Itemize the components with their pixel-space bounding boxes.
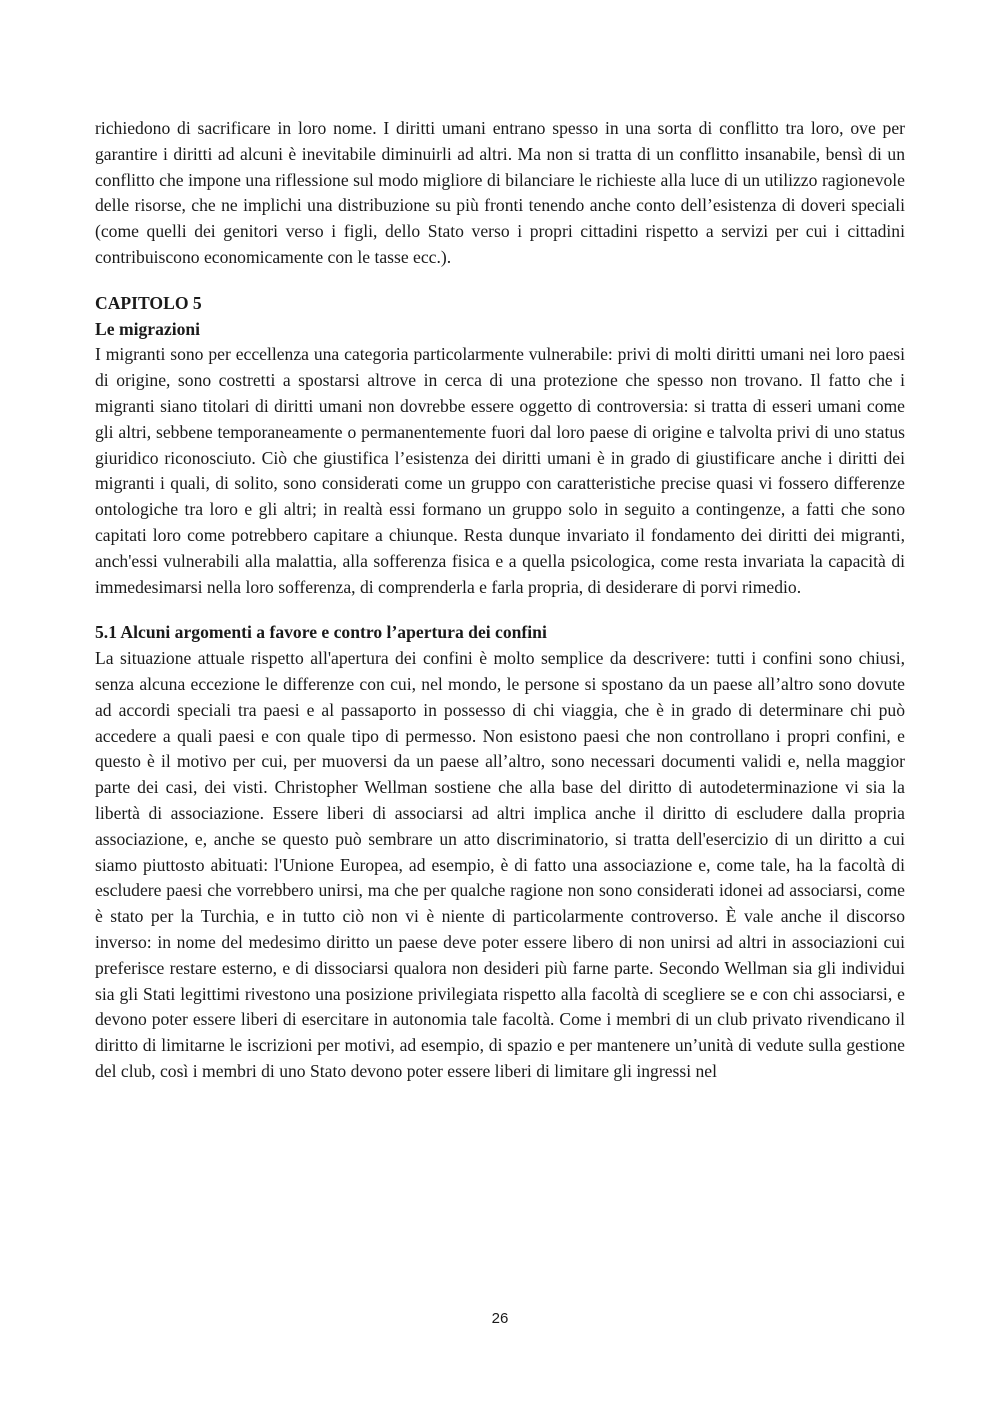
chapter-label: CAPITOLO 5: [95, 292, 202, 313]
continuation-paragraph: richiedono di sacrificare in loro nome. I diritti umani entrano spesso in una sorta di conflitto tra loro, ove per garantire i diritti ad alcuni è inevitabile diminuirli ad altri. Ma non si tratta di un conflitto insanabile, bensì di un conflitto che impone una riflessione sul modo migliore di bilanciare le richieste alla luce di un utilizzo ragionevole delle risorse, che ne implichi una distribuzione su più fronti tenendo anche conto dell’esistenza di doveri speciali (come quelli dei genitori verso i figli, dello Stato verso i propri cittadini rispetto a servizi per cui i cittadini contribuiscono economicamente con le tasse ecc.).: [95, 118, 905, 267]
section-title: 5.1 Alcuni argomenti a favore e contro l’apertura dei confini: [95, 622, 547, 643]
chapter-title: Le migrazioni: [95, 318, 201, 339]
spacer: [95, 271, 905, 291]
spacer: [95, 600, 905, 620]
page-number: 26: [491, 1310, 509, 1327]
page-body: [95, 116, 905, 1085]
chapter-paragraph: I migranti sono per eccellenza una categoria particolarmente vulnerabile: privi di molti diritti umani nei loro paesi di origine, sono costretti a spostarsi altrove in cerca di una protezione che spesso non trovano. Il fatto che i migranti siano titolari di diritti umani non dovrebbe essere oggetto di controversia: si tratta di esseri umani come gli altri, sebbene temporaneamente o permanentemente fuori dal loro paese di origine e talvolta privi di uno status giuridico riconosciuto. Ciò che giustifica l’esistenza dei diritti umani è in grado di giustificare anche i diritti dei migranti i quali, di solito, sono considerati come un gruppo con caratteristiche precise quasi vi fossero differenze ontologiche tra loro e gli altri; in realtà essi formano un gruppo solo in seguito a contingenze, a fatti che sono capitati loro come potrebbero capitare a chiunque. Resta dunque invariato il fondamento dei diritti dei migranti, anch'essi vulnerabili alla malattia, alla sofferenza fisica e a quella psicologica, come resta invariata la capacità di immedesimarsi nella loro sofferenza, di comprenderla e farla propria, di desiderare di porvi rimedio.: [95, 344, 905, 597]
section-paragraph: La situazione attuale rispetto all'apertura dei confini è molto semplice da descrivere: tutti i confini sono chiusi, senza alcuna eccezione le differenze con cui, nel mondo, le persone si spostano da un paese all’altro sono dovute ad accordi speciali tra paesi e al passaporto in possesso di chi viaggia, che è in grado di determinare chi può accedere a quali paesi e con quale tipo di permesso. Non esistono paesi che non controllano i propri confini, e questo è il motivo per cui, per muoversi da un paese all’altro, sono necessari documenti validi e, nella maggior parte dei casi, dei visti. Christopher Wellman sostiene che alla base del diritto di autodeterminazione vi sia la libertà di associazione. Essere liberi di associarsi ad altri implica anche il diritto di escludere dalla propria associazione, e, anche se questo può sembrare un atto discriminatorio, si tratta dell'esercizio di un diritto a cui siamo piuttosto abituati: l'Unione Europea, ad esempio, è di fatto una associazione e, come tale, ha la facoltà di escludere paesi che vorrebbero unirsi, ma che per qualche ragione non sono considerati idonei ad associarsi, come è stato per la Turchia, e in tutto ciò non vi è niente di particolarmente controverso. È vale anche il discorso inverso: in nome del medesimo diritto un paese deve poter essere libero di non unirsi ad altri in associazioni cui preferisce restare esterno, e di dissociarsi qualora non desideri più farne parte. Secondo Wellman sia gli individui sia gli Stati legittimi rivestono una posizione privilegiata rispetto alla facoltà di scegliere se e con chi associarsi, e devono poter essere liberi di esercitare in autonomia tale facoltà. Come i membri di un club privato rivendicano il diritto di limitarne le iscrizioni per motivi, ad esempio, di spazio e per mantenere un’unità di vedute sulla gestione del club, così i membri di uno Stato devono poter essere liberi di limitare gli ingressi nel: [95, 648, 905, 1081]
